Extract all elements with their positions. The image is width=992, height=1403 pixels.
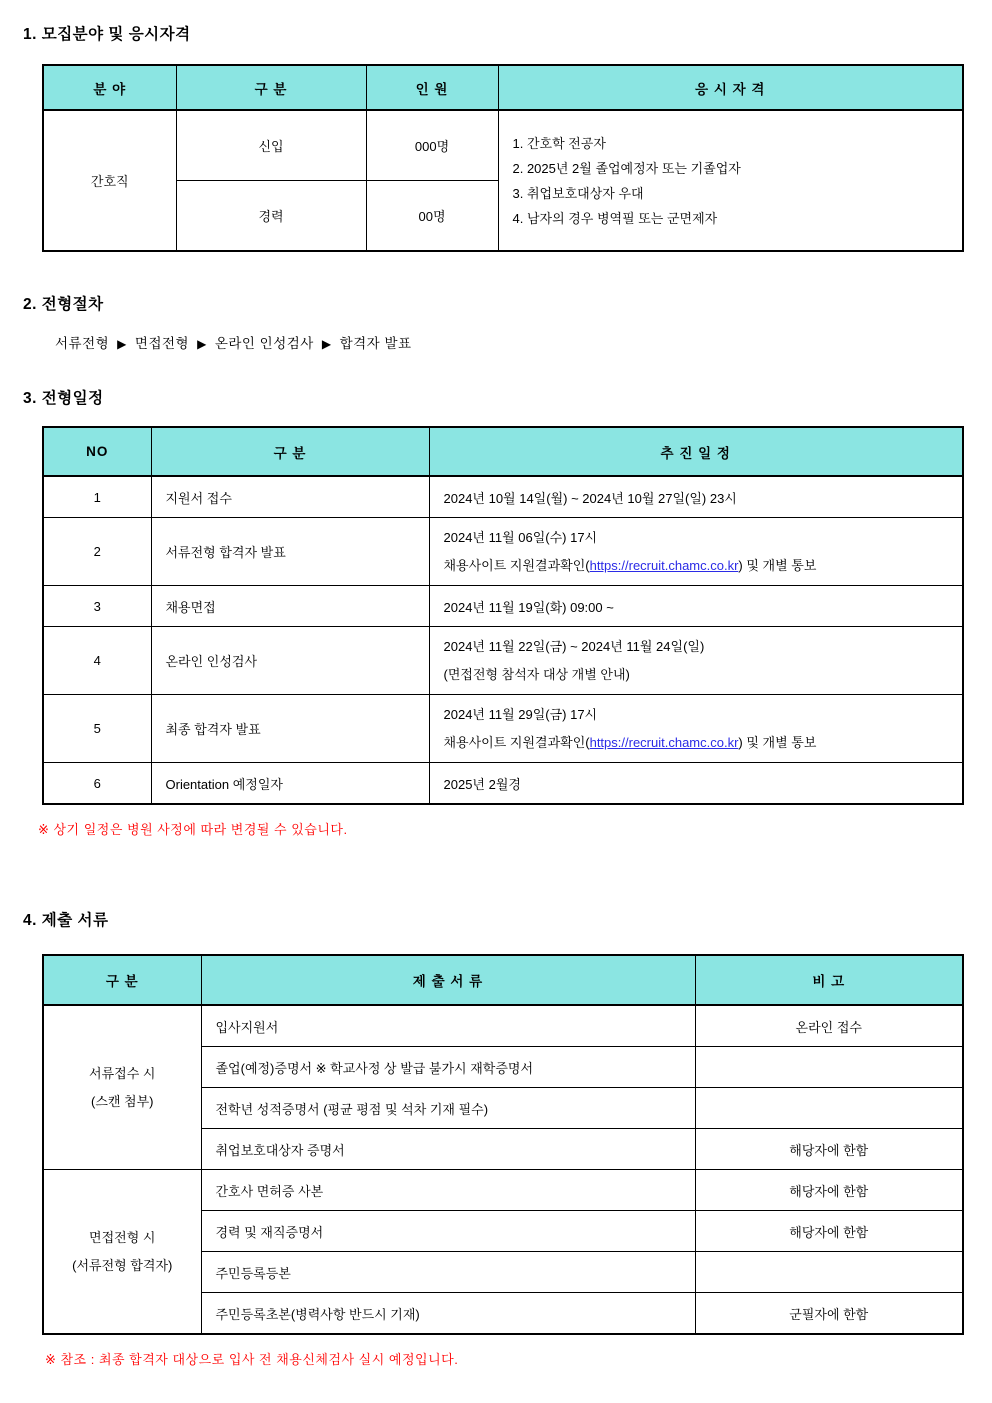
no-cell: 1 bbox=[43, 476, 151, 518]
col-header-category: 구 분 bbox=[176, 65, 366, 110]
document-cell: 주민등록초본(병력사항 반드시 기재) bbox=[201, 1293, 695, 1335]
note-cell: 온라인 접수 bbox=[695, 1005, 963, 1047]
col-header-field: 분 야 bbox=[43, 65, 176, 110]
group-label-line: (스캔 첨부) bbox=[90, 1093, 154, 1109]
no-cell: 2 bbox=[43, 518, 151, 586]
process-arrow-icon: ▶ bbox=[321, 337, 332, 351]
table-row bbox=[43, 586, 963, 627]
table-row bbox=[43, 518, 963, 586]
schedule-cell: 2024년 10월 14일(월) ~ 2024년 10월 27일(일) 23시 bbox=[429, 476, 963, 518]
process-step: 서류전형 bbox=[55, 336, 110, 351]
note-cell: 해당자에 한함 bbox=[695, 1170, 963, 1211]
schedule-line bbox=[444, 552, 963, 580]
qualification-line: 1. 간호학 전공자 bbox=[512, 135, 606, 151]
table-row bbox=[43, 1005, 963, 1047]
table-row bbox=[43, 627, 963, 695]
schedule-text: ) 및 개별 통보 bbox=[738, 557, 817, 573]
documents-table-header-row bbox=[43, 955, 963, 1005]
schedule-note: ※ 상기 일정은 병원 사정에 따라 변경될 수 있습니다. bbox=[38, 822, 348, 837]
col-header-category: 구 분 bbox=[151, 427, 429, 476]
no-cell: 4 bbox=[43, 627, 151, 695]
count-cell: 00명 bbox=[366, 181, 498, 252]
document-cell: 취업보호대상자 증명서 bbox=[201, 1129, 695, 1170]
category-cell: 서류전형 합격자 발표 bbox=[151, 518, 429, 586]
group-label-line: 서류접수 시 bbox=[89, 1065, 156, 1081]
qualification-line: 3. 취업보호대상자 우대 bbox=[512, 185, 644, 201]
field-cell: 간호직 bbox=[43, 110, 176, 251]
col-header-note: 비 고 bbox=[695, 955, 963, 1005]
schedule-text: 채용사이트 지원결과확인( bbox=[443, 557, 590, 573]
note-cell bbox=[695, 1047, 963, 1088]
schedule-cell: 2025년 2월경 bbox=[429, 763, 963, 805]
count-cell: 000명 bbox=[366, 110, 498, 181]
document-cell: 주민등록등본 bbox=[201, 1252, 695, 1293]
col-header-category: 구 분 bbox=[43, 955, 201, 1005]
table-row bbox=[43, 476, 963, 518]
category-cell: 채용면접 bbox=[151, 586, 429, 627]
process-step: 면접전형 bbox=[134, 336, 190, 351]
document-cell: 간호사 면허증 사본 bbox=[201, 1170, 695, 1211]
category-cell: 경력 bbox=[176, 181, 366, 252]
selection-process bbox=[55, 332, 992, 352]
schedule-cell bbox=[429, 627, 963, 695]
note-cell: 해당자에 한함 bbox=[695, 1211, 963, 1252]
category-cell: 신입 bbox=[176, 110, 366, 181]
group-label-line: 면접전형 시 bbox=[89, 1229, 156, 1245]
documents-note: ※ 참조 : 최종 합격자 대상으로 입사 전 채용신체검사 실시 예정입니다. bbox=[45, 1352, 459, 1367]
category-cell: Orientation 예정일자 bbox=[151, 763, 429, 805]
col-header-no: NO bbox=[43, 427, 151, 476]
category-cell: 지원서 접수 bbox=[151, 476, 429, 518]
category-cell: 최종 합격자 발표 bbox=[151, 695, 429, 763]
process-step: 합격자 발표 bbox=[339, 336, 412, 351]
schedule-cell: 2024년 11월 19일(화) 09:00 ~ bbox=[429, 586, 963, 627]
qualification-cell bbox=[498, 110, 963, 251]
schedule-cell bbox=[429, 518, 963, 586]
document-cell: 입사지원서 bbox=[201, 1005, 695, 1047]
schedule-line bbox=[444, 729, 963, 757]
col-header-schedule: 추 진 일 정 bbox=[429, 427, 963, 476]
recruit-site-link[interactable]: https://recruit.chamc.co.kr bbox=[589, 734, 739, 750]
col-header-document: 제 출 서 류 bbox=[201, 955, 695, 1005]
col-header-count: 인 원 bbox=[366, 65, 498, 110]
schedule-line: 2024년 11월 29일(금) 17시 bbox=[443, 706, 598, 722]
note-cell bbox=[695, 1252, 963, 1293]
category-cell: 온라인 인성검사 bbox=[151, 627, 429, 695]
section4-title: 4. 제출 서류 bbox=[23, 912, 109, 929]
table-row bbox=[43, 763, 963, 805]
schedule-text: ) 및 개별 통보 bbox=[738, 734, 817, 750]
documents-table bbox=[42, 954, 964, 1335]
process-arrow-icon: ▶ bbox=[197, 337, 207, 351]
table-row bbox=[43, 695, 963, 763]
process-step: 온라인 인성검사 bbox=[214, 336, 314, 351]
qualification-line: 2. 2025년 2월 졸업예정자 또는 기졸업자 bbox=[512, 160, 741, 176]
group-label-cell bbox=[43, 1005, 201, 1170]
schedule-line: (면접전형 참석자 대상 개별 안내) bbox=[443, 666, 630, 682]
document-cell: 전학년 성적증명서 (평균 평점 및 석차 기재 필수) bbox=[201, 1088, 695, 1129]
schedule-cell bbox=[429, 695, 963, 763]
group-label-cell bbox=[43, 1170, 201, 1335]
no-cell: 3 bbox=[43, 586, 151, 627]
schedule-table bbox=[42, 426, 964, 805]
schedule-line: 2024년 11월 22일(금) ~ 2024년 11월 24일(일) bbox=[443, 638, 705, 654]
group-label-line: (서류전형 합격자) bbox=[72, 1257, 173, 1273]
schedule-text: 채용사이트 지원결과확인( bbox=[443, 734, 590, 750]
table-row bbox=[43, 1170, 963, 1211]
section1-title: 1. 모집분야 및 응시자격 bbox=[23, 26, 191, 43]
document-cell: 졸업(예정)증명서 ※ 학교사정 상 발급 불가시 재학증명서 bbox=[201, 1047, 695, 1088]
recruit-site-link[interactable]: https://recruit.chamc.co.kr bbox=[589, 557, 739, 573]
section3-title: 3. 전형일정 bbox=[23, 390, 104, 407]
table-row bbox=[43, 110, 963, 181]
qualification-line: 4. 남자의 경우 병역필 또는 군면제자 bbox=[512, 210, 718, 226]
process-arrow-icon: ▶ bbox=[117, 337, 127, 351]
no-cell: 6 bbox=[43, 763, 151, 805]
schedule-table-header-row bbox=[43, 427, 963, 476]
document-cell: 경력 및 재직증명서 bbox=[201, 1211, 695, 1252]
recruitment-table bbox=[42, 64, 964, 252]
note-cell: 군필자에 한함 bbox=[695, 1293, 963, 1335]
schedule-line: 2024년 11월 06일(수) 17시 bbox=[443, 529, 598, 545]
recruitment-table-header-row bbox=[43, 65, 963, 110]
note-cell bbox=[695, 1088, 963, 1129]
note-cell: 해당자에 한함 bbox=[695, 1129, 963, 1170]
no-cell: 5 bbox=[43, 695, 151, 763]
section2-title: 2. 전형절차 bbox=[23, 296, 104, 313]
col-header-qualification: 응 시 자 격 bbox=[498, 65, 963, 110]
